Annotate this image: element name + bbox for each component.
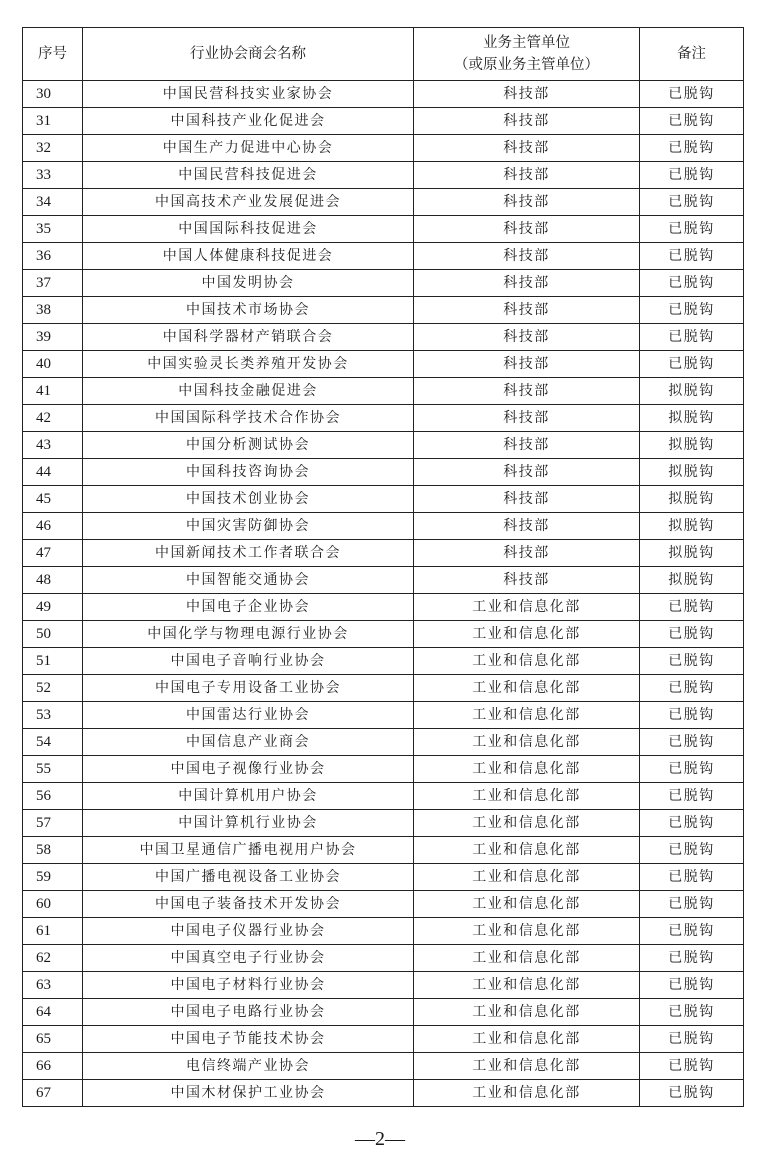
remark-status: 已脱钩 bbox=[640, 648, 744, 675]
association-name: 中国电子音响行业协会 bbox=[83, 648, 414, 675]
table-row bbox=[23, 891, 744, 918]
association-name: 中国科技金融促进会 bbox=[83, 378, 414, 405]
association-name: 中国计算机行业协会 bbox=[83, 810, 414, 837]
table-row bbox=[23, 513, 744, 540]
association-name: 中国电子装备技术开发协会 bbox=[83, 891, 414, 918]
row-number: 45 bbox=[23, 486, 83, 513]
supervising-unit: 科技部 bbox=[414, 162, 640, 189]
row-number: 43 bbox=[23, 432, 83, 459]
table-row bbox=[23, 297, 744, 324]
table-row bbox=[23, 972, 744, 999]
row-number: 32 bbox=[23, 135, 83, 162]
header-number: 序号 bbox=[23, 28, 83, 81]
table-row bbox=[23, 945, 744, 972]
table-row bbox=[23, 216, 744, 243]
remark-status: 已脱钩 bbox=[640, 945, 744, 972]
supervising-unit: 科技部 bbox=[414, 243, 640, 270]
row-number: 36 bbox=[23, 243, 83, 270]
table-row bbox=[23, 486, 744, 513]
supervising-unit: 工业和信息化部 bbox=[414, 594, 640, 621]
row-number: 46 bbox=[23, 513, 83, 540]
table-row bbox=[23, 1080, 744, 1107]
table-row bbox=[23, 135, 744, 162]
supervising-unit: 科技部 bbox=[414, 459, 640, 486]
remark-status: 已脱钩 bbox=[640, 999, 744, 1026]
row-number: 57 bbox=[23, 810, 83, 837]
association-name: 中国民营科技促进会 bbox=[83, 162, 414, 189]
table-row bbox=[23, 351, 744, 378]
association-name: 中国实验灵长类养殖开发协会 bbox=[83, 351, 414, 378]
row-number: 64 bbox=[23, 999, 83, 1026]
association-name: 中国计算机用户协会 bbox=[83, 783, 414, 810]
association-name: 中国灾害防御协会 bbox=[83, 513, 414, 540]
row-number: 33 bbox=[23, 162, 83, 189]
table-row bbox=[23, 567, 744, 594]
remark-status: 已脱钩 bbox=[640, 891, 744, 918]
association-name: 中国电子企业协会 bbox=[83, 594, 414, 621]
supervising-unit: 科技部 bbox=[414, 567, 640, 594]
table-row bbox=[23, 1026, 744, 1053]
remark-status: 已脱钩 bbox=[640, 729, 744, 756]
row-number: 66 bbox=[23, 1053, 83, 1080]
row-number: 56 bbox=[23, 783, 83, 810]
supervising-unit: 工业和信息化部 bbox=[414, 837, 640, 864]
remark-status: 已脱钩 bbox=[640, 837, 744, 864]
association-name: 中国化学与物理电源行业协会 bbox=[83, 621, 414, 648]
association-name: 中国电子专用设备工业协会 bbox=[83, 675, 414, 702]
association-name: 中国电子节能技术协会 bbox=[83, 1026, 414, 1053]
row-number: 61 bbox=[23, 918, 83, 945]
table-row bbox=[23, 783, 744, 810]
row-number: 54 bbox=[23, 729, 83, 756]
row-number: 59 bbox=[23, 864, 83, 891]
association-name: 中国分析测试协会 bbox=[83, 432, 414, 459]
remark-status: 拟脱钩 bbox=[640, 513, 744, 540]
remark-status: 已脱钩 bbox=[640, 810, 744, 837]
association-name: 中国木材保护工业协会 bbox=[83, 1080, 414, 1107]
supervising-unit: 工业和信息化部 bbox=[414, 918, 640, 945]
association-name: 中国生产力促进中心协会 bbox=[83, 135, 414, 162]
row-number: 65 bbox=[23, 1026, 83, 1053]
remark-status: 拟脱钩 bbox=[640, 405, 744, 432]
association-name: 中国电子视像行业协会 bbox=[83, 756, 414, 783]
table-row bbox=[23, 432, 744, 459]
row-number: 47 bbox=[23, 540, 83, 567]
association-name: 中国技术创业协会 bbox=[83, 486, 414, 513]
row-number: 60 bbox=[23, 891, 83, 918]
page-number: —2— bbox=[355, 1128, 405, 1150]
row-number: 31 bbox=[23, 108, 83, 135]
remark-status: 已脱钩 bbox=[640, 972, 744, 999]
table-header bbox=[23, 28, 744, 81]
remark-status: 已脱钩 bbox=[640, 1026, 744, 1053]
association-name: 中国电子仪器行业协会 bbox=[83, 918, 414, 945]
remark-status: 已脱钩 bbox=[640, 297, 744, 324]
table-row bbox=[23, 837, 744, 864]
header-row bbox=[23, 28, 744, 81]
supervising-unit: 科技部 bbox=[414, 351, 640, 378]
table-row bbox=[23, 243, 744, 270]
association-table bbox=[22, 27, 744, 1107]
association-name: 电信终端产业协会 bbox=[83, 1053, 414, 1080]
remark-status: 已脱钩 bbox=[640, 864, 744, 891]
remark-status: 已脱钩 bbox=[640, 918, 744, 945]
supervising-unit: 科技部 bbox=[414, 486, 640, 513]
remark-status: 拟脱钩 bbox=[640, 459, 744, 486]
remark-status: 拟脱钩 bbox=[640, 540, 744, 567]
supervising-unit: 工业和信息化部 bbox=[414, 891, 640, 918]
association-name: 中国发明协会 bbox=[83, 270, 414, 297]
header-supervising-unit bbox=[414, 28, 640, 81]
remark-status: 已脱钩 bbox=[640, 108, 744, 135]
header-association-name: 行业协会商会名称 bbox=[83, 28, 414, 81]
remark-status: 已脱钩 bbox=[640, 270, 744, 297]
supervising-unit: 科技部 bbox=[414, 432, 640, 459]
header-supervising-unit-line1: 业务主管单位 bbox=[483, 35, 570, 51]
row-number: 34 bbox=[23, 189, 83, 216]
supervising-unit: 科技部 bbox=[414, 297, 640, 324]
supervising-unit: 工业和信息化部 bbox=[414, 972, 640, 999]
supervising-unit: 工业和信息化部 bbox=[414, 702, 640, 729]
remark-status: 已脱钩 bbox=[640, 756, 744, 783]
row-number: 67 bbox=[23, 1080, 83, 1107]
remark-status: 已脱钩 bbox=[640, 162, 744, 189]
remark-status: 已脱钩 bbox=[640, 594, 744, 621]
association-name: 中国人体健康科技促进会 bbox=[83, 243, 414, 270]
supervising-unit: 工业和信息化部 bbox=[414, 945, 640, 972]
table-row bbox=[23, 864, 744, 891]
row-number: 41 bbox=[23, 378, 83, 405]
supervising-unit: 工业和信息化部 bbox=[414, 783, 640, 810]
supervising-unit: 科技部 bbox=[414, 513, 640, 540]
association-name: 中国国际科技促进会 bbox=[83, 216, 414, 243]
row-number: 35 bbox=[23, 216, 83, 243]
association-name: 中国电子电路行业协会 bbox=[83, 999, 414, 1026]
row-number: 51 bbox=[23, 648, 83, 675]
association-name: 中国广播电视设备工业协会 bbox=[83, 864, 414, 891]
row-number: 40 bbox=[23, 351, 83, 378]
remark-status: 已脱钩 bbox=[640, 189, 744, 216]
remark-status: 已脱钩 bbox=[640, 1053, 744, 1080]
remark-status: 拟脱钩 bbox=[640, 432, 744, 459]
supervising-unit: 科技部 bbox=[414, 378, 640, 405]
association-name: 中国雷达行业协会 bbox=[83, 702, 414, 729]
association-name: 中国卫星通信广播电视用户协会 bbox=[83, 837, 414, 864]
table-row bbox=[23, 324, 744, 351]
table-row bbox=[23, 729, 744, 756]
table-row bbox=[23, 756, 744, 783]
supervising-unit: 工业和信息化部 bbox=[414, 621, 640, 648]
association-name: 中国真空电子行业协会 bbox=[83, 945, 414, 972]
row-number: 44 bbox=[23, 459, 83, 486]
association-name: 中国信息产业商会 bbox=[83, 729, 414, 756]
supervising-unit: 科技部 bbox=[414, 108, 640, 135]
supervising-unit: 科技部 bbox=[414, 540, 640, 567]
association-name: 中国科技产业化促进会 bbox=[83, 108, 414, 135]
association-name: 中国科学器材产销联合会 bbox=[83, 324, 414, 351]
remark-status: 已脱钩 bbox=[640, 243, 744, 270]
table-body bbox=[23, 81, 744, 1107]
supervising-unit: 工业和信息化部 bbox=[414, 675, 640, 702]
association-name: 中国智能交通协会 bbox=[83, 567, 414, 594]
supervising-unit: 科技部 bbox=[414, 135, 640, 162]
supervising-unit: 工业和信息化部 bbox=[414, 1053, 640, 1080]
table-row bbox=[23, 270, 744, 297]
table-row bbox=[23, 81, 744, 108]
remark-status: 拟脱钩 bbox=[640, 567, 744, 594]
row-number: 49 bbox=[23, 594, 83, 621]
supervising-unit: 科技部 bbox=[414, 405, 640, 432]
supervising-unit: 工业和信息化部 bbox=[414, 1026, 640, 1053]
remark-status: 已脱钩 bbox=[640, 135, 744, 162]
association-name: 中国技术市场协会 bbox=[83, 297, 414, 324]
remark-status: 已脱钩 bbox=[640, 783, 744, 810]
row-number: 53 bbox=[23, 702, 83, 729]
table-row bbox=[23, 459, 744, 486]
association-name: 中国高技术产业发展促进会 bbox=[83, 189, 414, 216]
table-row bbox=[23, 594, 744, 621]
row-number: 48 bbox=[23, 567, 83, 594]
table-row bbox=[23, 540, 744, 567]
supervising-unit: 工业和信息化部 bbox=[414, 810, 640, 837]
table-row bbox=[23, 675, 744, 702]
row-number: 30 bbox=[23, 81, 83, 108]
remark-status: 已脱钩 bbox=[640, 621, 744, 648]
table-row bbox=[23, 621, 744, 648]
table-row bbox=[23, 378, 744, 405]
association-name: 中国国际科学技术合作协会 bbox=[83, 405, 414, 432]
table-row bbox=[23, 162, 744, 189]
header-supervising-unit-line2: （或原业务主管单位） bbox=[454, 57, 599, 73]
supervising-unit: 科技部 bbox=[414, 270, 640, 297]
association-name: 中国电子材料行业协会 bbox=[83, 972, 414, 999]
supervising-unit: 工业和信息化部 bbox=[414, 864, 640, 891]
remark-status: 已脱钩 bbox=[640, 1080, 744, 1107]
supervising-unit: 工业和信息化部 bbox=[414, 999, 640, 1026]
supervising-unit: 科技部 bbox=[414, 81, 640, 108]
row-number: 58 bbox=[23, 837, 83, 864]
association-name: 中国科技咨询协会 bbox=[83, 459, 414, 486]
row-number: 37 bbox=[23, 270, 83, 297]
table-row bbox=[23, 648, 744, 675]
table-row bbox=[23, 999, 744, 1026]
supervising-unit: 工业和信息化部 bbox=[414, 648, 640, 675]
table-row bbox=[23, 810, 744, 837]
row-number: 62 bbox=[23, 945, 83, 972]
table-row bbox=[23, 405, 744, 432]
supervising-unit: 工业和信息化部 bbox=[414, 756, 640, 783]
remark-status: 已脱钩 bbox=[640, 81, 744, 108]
row-number: 38 bbox=[23, 297, 83, 324]
remark-status: 已脱钩 bbox=[640, 675, 744, 702]
row-number: 42 bbox=[23, 405, 83, 432]
remark-status: 拟脱钩 bbox=[640, 378, 744, 405]
association-name: 中国新闻技术工作者联合会 bbox=[83, 540, 414, 567]
remark-status: 拟脱钩 bbox=[640, 486, 744, 513]
row-number: 63 bbox=[23, 972, 83, 999]
table-row bbox=[23, 1053, 744, 1080]
table-row bbox=[23, 918, 744, 945]
row-number: 50 bbox=[23, 621, 83, 648]
remark-status: 已脱钩 bbox=[640, 324, 744, 351]
supervising-unit: 工业和信息化部 bbox=[414, 1080, 640, 1107]
remark-status: 已脱钩 bbox=[640, 702, 744, 729]
row-number: 55 bbox=[23, 756, 83, 783]
supervising-unit: 科技部 bbox=[414, 216, 640, 243]
association-name: 中国民营科技实业家协会 bbox=[83, 81, 414, 108]
table-row bbox=[23, 189, 744, 216]
supervising-unit: 工业和信息化部 bbox=[414, 729, 640, 756]
row-number: 52 bbox=[23, 675, 83, 702]
table-row bbox=[23, 702, 744, 729]
header-remark: 备注 bbox=[640, 28, 744, 81]
supervising-unit: 科技部 bbox=[414, 189, 640, 216]
remark-status: 已脱钩 bbox=[640, 351, 744, 378]
supervising-unit: 科技部 bbox=[414, 324, 640, 351]
row-number: 39 bbox=[23, 324, 83, 351]
table-row bbox=[23, 108, 744, 135]
remark-status: 已脱钩 bbox=[640, 216, 744, 243]
